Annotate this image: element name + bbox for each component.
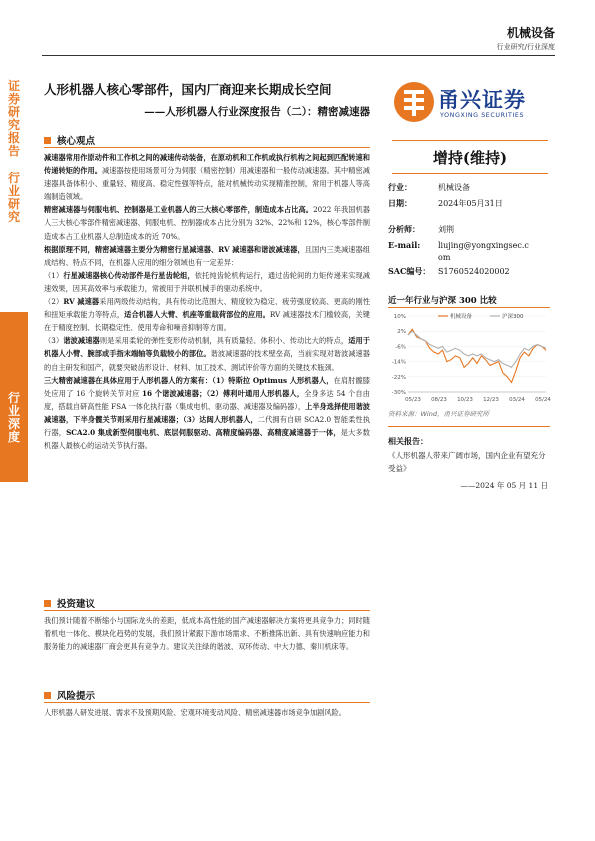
legend-label: 沪深300 bbox=[502, 314, 524, 320]
info-date: 日期： 2024年05月31日 bbox=[388, 198, 503, 208]
core-body bbox=[44, 151, 370, 452]
sidebar-label-securities-report: 证 券 研 究 报 告 bbox=[7, 79, 20, 158]
info-industry: 行业： 机械设备 bbox=[388, 182, 470, 192]
related-date: ——2024 年 05 月 11 日 bbox=[460, 481, 548, 490]
comparison-chart bbox=[388, 310, 552, 406]
rating-label: 增持(维持) bbox=[432, 149, 508, 167]
series-line-hs300 bbox=[408, 331, 546, 367]
x-tick-label: 05/23 bbox=[405, 397, 421, 403]
paragraph-2: 精密减速器与伺服电机、控制器是工业机器人的三大核心零部件，制造成本占比高。2022 年我国机器人三大核心零部件精密减速器、伺服电机、控制器成本占比分别为 32%、22%和 12%，核心零部件制造成本占工业机器人总制造成本的近 70%。 bbox=[44, 205, 370, 241]
report-title: 人形机器人核心零部件，国内厂商迎来长期成长空间 bbox=[44, 82, 332, 97]
paragraph-1: 减速器常用作原动件和工作机之间的减速传动装备，在原动机和工作机或执行机构之间起到匹配转速和传递转矩的作用。减速器按使用场景可分为伺服（精密控制）用减速器和一般传动减速器。其中精密减速器具备体积小、重量轻、精度高、稳定性强等特点，能对机械传动实现精准控制，常用于机器人等高端制造领域。 bbox=[44, 153, 370, 202]
chart-source: 资料来源：Wind，甬兴证券研究所 bbox=[388, 410, 489, 418]
paragraph-6: （3）谐波减速器则是采用柔轮的弹性变形传动机制，具有质量轻、体积小、传动比大的特点，适用于机器人小臂、腕部或手指末端轴等负载较小的部位。谐波减速器的技术壁垒高，当前实现对谐波减速器的自主研发和国产，就要突破齿形设计、材料、加工技术、测试评价等方面的关键技术瓶颈。 bbox=[44, 336, 370, 372]
y-tick-label: 2% bbox=[397, 329, 406, 336]
logo-mark-icon bbox=[392, 80, 436, 124]
section-marker-icon bbox=[44, 692, 51, 699]
paragraph-3: 根据原理不同，精密减速器主要分为精密行星减速器、RV 减速器和谐波减速器，且国内三类减速器组成结构、特点不同，在机器人应用的细分领域也有一定差异： bbox=[44, 244, 370, 267]
related-divider bbox=[388, 426, 550, 427]
logo-english: YONGXING SECURITIES bbox=[440, 112, 525, 119]
sidebar-label-industry-research: 行 业 研 究 bbox=[7, 171, 20, 224]
section-marker-icon bbox=[44, 600, 51, 607]
sidebar-label-industry-depth: 行 业 深 度 bbox=[7, 391, 20, 444]
info-analyst: 分析师： 刘荆 bbox=[388, 224, 454, 234]
rating-box bbox=[392, 140, 548, 174]
info-email: E-mail: liujing@yongxingsec.c bbox=[388, 240, 529, 250]
company-logo bbox=[392, 80, 546, 124]
x-tick-label: 12/23 bbox=[483, 397, 499, 403]
legend-label: 机械设备 bbox=[450, 314, 473, 320]
x-tick-label: 08/23 bbox=[431, 397, 447, 403]
x-tick-label: 03/24 bbox=[509, 397, 525, 403]
section-divider bbox=[44, 610, 370, 611]
section-marker-icon bbox=[44, 137, 51, 144]
risk-body: 人形机器人研发进展、需求不及预期风险、宏观环境变动风险、精密减速器市场竞争加剧风险。 bbox=[44, 708, 346, 717]
logo-text: 甬兴证券 bbox=[438, 88, 526, 112]
x-tick-label: 05/24 bbox=[535, 397, 551, 403]
report-type: 行业研究/行业深度 bbox=[496, 43, 555, 51]
paragraph-4: （1）行星减速器核心传动部件是行星齿轮组，依托纯齿轮机构运行，通过齿轮间的力矩传递来实现减速效果，因其高效率与承载能力，常被用于并联机械手的驱动系统中。 bbox=[44, 270, 370, 293]
related-heading: 相关报告： bbox=[388, 436, 428, 446]
section-divider bbox=[44, 702, 370, 703]
y-tick-label: 10% bbox=[393, 314, 406, 320]
x-tick-label: 10/23 bbox=[457, 397, 473, 403]
chart-divider bbox=[388, 307, 550, 308]
info-email-cont: om bbox=[438, 253, 451, 262]
y-tick-label: -6% bbox=[395, 344, 406, 351]
report-category: 机械设备 bbox=[506, 26, 555, 40]
report-subtitle: ——人形机器人行业深度报告（二）：精密减速器 bbox=[144, 106, 370, 118]
section-divider bbox=[44, 147, 370, 148]
section-invest-heading: 投资建议 bbox=[44, 596, 95, 610]
y-tick-label: -14% bbox=[391, 359, 406, 366]
invest-body: 我们预计随着不断缩小与国际龙头的差距，低成本高性能的国产减速器解决方案将更具竞争力；同时随着机电一体化、模块化趋势的发展，我们预计紧跟下游市场需求、不断推陈出新、具有快速响应能力和服务能力的减速器厂商会更具有竞争力。建议关注绿的谐波、双环传动、中大力德、秦川机床等。 bbox=[44, 616, 370, 652]
info-sac: SAC编号： S1760524020002 bbox=[388, 266, 510, 276]
section-core-heading: 核心观点 bbox=[44, 133, 95, 147]
y-tick-label: -30% bbox=[391, 390, 406, 396]
related-report: 《人形机器人带来广阔市场，国内企业有望充分受益》 bbox=[388, 451, 546, 473]
y-tick-label: -22% bbox=[391, 374, 406, 381]
header-divider bbox=[42, 55, 555, 56]
paragraph-5: （2）RV 减速器采用两级传动结构，具有传动比范围大、精度较为稳定、疲劳强度较高、更高的刚性和扭矩承载能力等特点，适合机器人大臂、机座等重载荷部位的应用。RV 减速器技术门槛较高，关键在于精度控制、长期稳定性、使用寿命和噪音抑制等方面。 bbox=[44, 297, 371, 333]
section-risk-heading: 风险提示 bbox=[44, 688, 95, 702]
paragraph-7: 三大精密减速器在具体应用于人形机器人的方案有：（1）特斯拉 Optimus 人形机器人，在肩肘髋膝处应用了 16 个旋转关节对应 16 个谐波减速器；（2）傅利叶通用人形机器人，全身多达 54 个自由度，搭载自研高性能 FSA 一体化执行器（集成电机、驱动器、减速器及编码器），上半身选择使用谐波减速器，下半身髋关节则采用行星减速器；（3）达闼人形机器人，二代拥有自研 SCA2.0 智能柔性执行器，SCA2.0 集成新型伺服电机、底层伺服驱动、高精度编码器、高精度减速器于一体，是大多数机器人最核心的运动关节执行器。 bbox=[44, 375, 370, 451]
chart-title: 近一年行业与沪深 300 比较 bbox=[388, 296, 497, 306]
